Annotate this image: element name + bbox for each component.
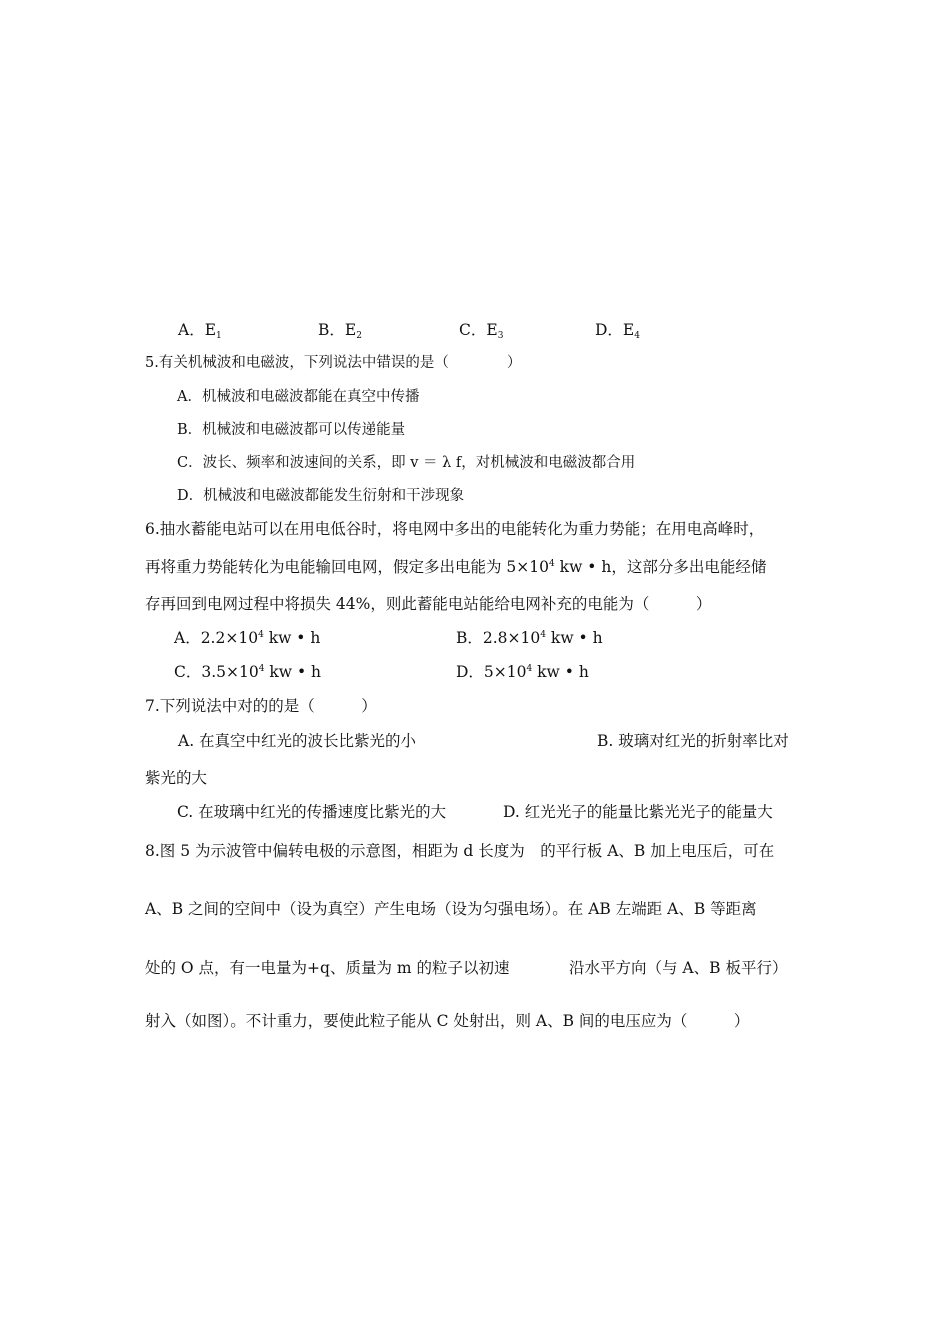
q6-option-b: B．$2.8\times 10^4$ kw • h (456, 629, 603, 647)
q4-option-c: C．$E_3$ (459, 321, 504, 341)
q5-option-d: D．机械波和电磁波都能发生衍射和干涉现象 (177, 488, 465, 504)
q8-line-2: A、B 之间的空间中（设为真空）产生电场（设为匀强电场）。在 AB 左端距 A、B 等距离 (145, 900, 757, 918)
q5-option-c: C．波长、频率和波速间的关系，即 v ＝ λ f，对机械波和电磁波都合用 (177, 455, 636, 471)
q6-line-1: 6.抽水蓄能电站可以在用电低谷时，将电网中多出的电能转化为重力势能；在用电高峰时， (145, 520, 765, 538)
q7-option-d: D. 红光光子的能量比紫光光子的能量大 (503, 803, 773, 821)
q6-option-c: C．$3.5\times 10^4$ kw • h (174, 663, 322, 681)
q4-option-d: D．$E_4$ (595, 321, 640, 341)
q7-option-a: A. 在真空中红光的波长比紫光的小 (178, 732, 417, 750)
q6-option-d: D．$5\times 10^4$ kw • h (456, 663, 589, 681)
q5-option-b: B．机械波和电磁波都可以传递能量 (177, 422, 406, 438)
q4-option-b: B．$E_2$ (318, 321, 362, 341)
q7-stem: 7.下列说法中对的的是（ ） (145, 697, 377, 715)
q8-line-3a: 处的 O 点，有一电量为+q、质量为 m 的粒子以初速 (145, 959, 510, 977)
q5-option-a: A．机械波和电磁波都能在真空中传播 (177, 389, 420, 405)
q6-line-2: 再将重力势能转化为电能输回电网，假定多出电能为 $5\times 10^4$ kw • h，这部分多出电能经储 (145, 558, 767, 576)
q8-line-1: 8.图 5 为示波管中偏转电极的示意图，相距为 d 长度为 的平行板 A、B 加上电压后，可在 (145, 842, 775, 860)
q6-option-a: A．$2.2\times 10^4$ kw • h (174, 629, 321, 647)
q5-stem: 5.有关机械波和电磁波，下列说法中错误的是（ ） (145, 355, 522, 371)
q8-line-4: 射入（如图）。不计重力，要使此粒子能从 C 处射出，则 A、B 间的电压应为（ ） (145, 1012, 750, 1030)
q7-option-b-continued: 紫光的大 (145, 769, 208, 787)
q4-option-a: A．$E_1$ (178, 321, 222, 341)
q6-line-3: 存再回到电网过程中将损失 44%，则此蓄能电站能给电网补充的电能为（ ） (145, 595, 712, 613)
q7-option-c: C. 在玻璃中红光的传播速度比紫光的大 (177, 803, 447, 821)
q7-option-b: B. 玻璃对红光的折射率比对 (597, 732, 789, 750)
q8-line-3b: 沿水平方向（与 A、B 板平行） (569, 959, 788, 977)
